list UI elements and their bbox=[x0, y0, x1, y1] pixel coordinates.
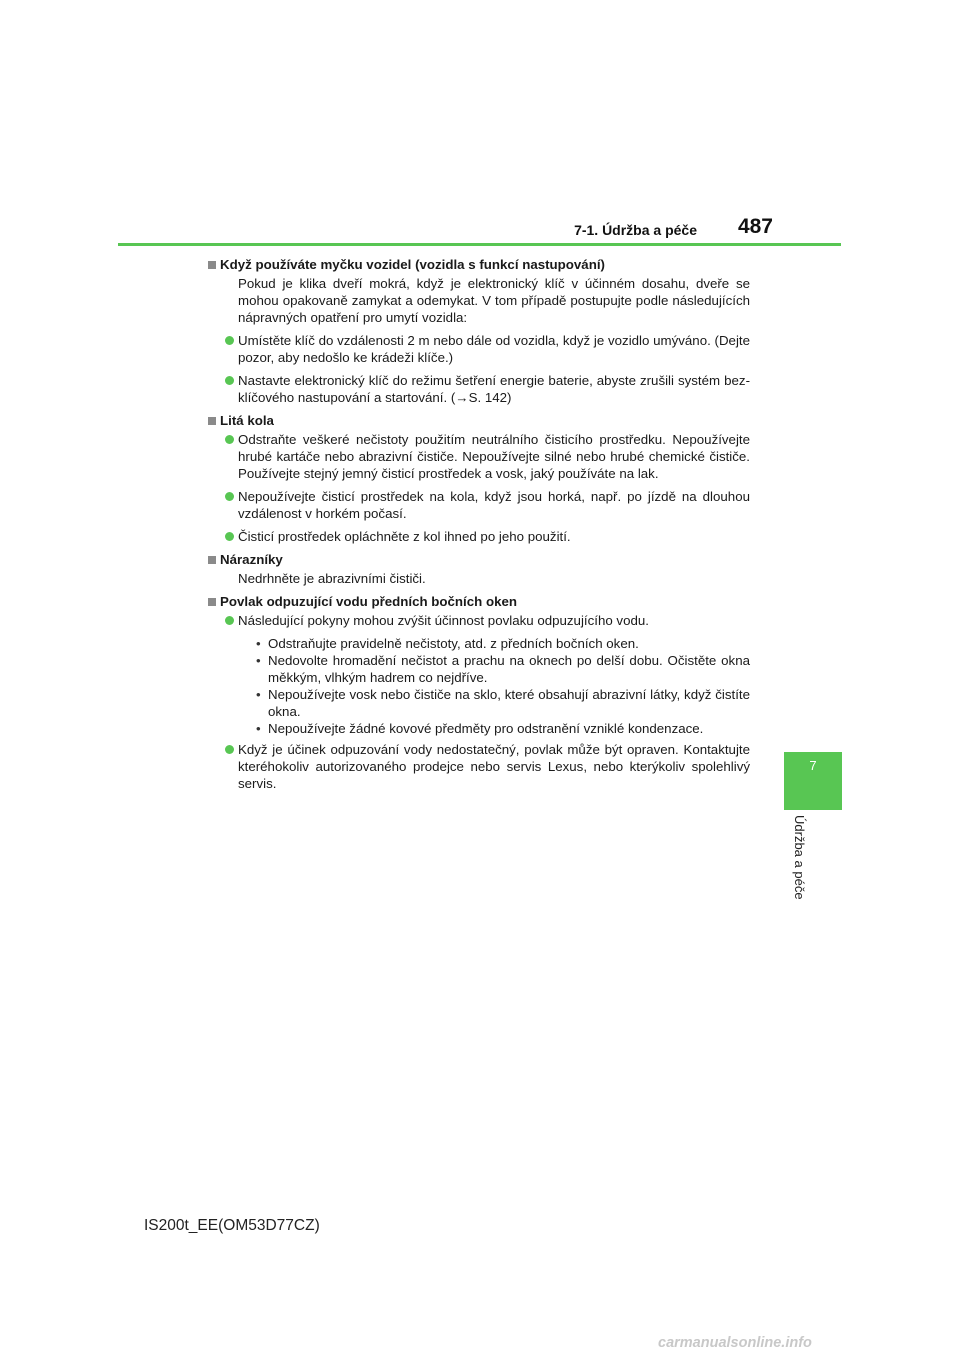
heading-text: Nárazníky bbox=[220, 552, 283, 567]
list-item bbox=[238, 332, 750, 366]
heading-text: Povlak odpuzující vodu předních bočních oken bbox=[220, 594, 517, 609]
sub-list-item: • Nedovolte hromadění nečistot a prachu na oknech po delší dobu. Očistěte okna měkkým, vlhkým hadrem co nejdříve. bbox=[256, 652, 750, 686]
section-heading-water-repellent bbox=[208, 593, 750, 610]
circle-bullet-icon bbox=[225, 435, 234, 444]
list-item-text: Umístěte klíč do vzdálenosti 2 m nebo dále od vozidla, když je vozidlo umýváno. (Dejte pozor, aby nedošlo ke krádeži klíče.) bbox=[238, 333, 750, 365]
sub-list-item: • Nepoužívejte vosk nebo čističe na sklo, které obsahují abrazivní látky, když čistíte okna. bbox=[256, 686, 750, 720]
heading-text: Když používáte myčku vozidel (vozidla s funkcí nastupování) bbox=[220, 257, 605, 272]
circle-bullet-icon bbox=[225, 745, 234, 754]
section-heading-alloy-wheels bbox=[208, 412, 750, 429]
list-item-text: Následující pokyny mohou zvýšit účinnost povlaku odpuzujícího vodu. bbox=[238, 613, 649, 628]
section-title: 7-1. Údržba a péče bbox=[574, 222, 697, 238]
list-item bbox=[238, 431, 750, 482]
circle-bullet-icon bbox=[225, 492, 234, 501]
paragraph: Nedrhněte je abrazivními čističi. bbox=[238, 571, 426, 586]
list-item-text: Nepoužívejte čisticí prostředek na kola, když jsou horká, např. po jízdě na dlouhou vzdálenost v horkém počasí. bbox=[238, 489, 750, 521]
list-item bbox=[238, 488, 750, 522]
chapter-tab[interactable] bbox=[784, 752, 842, 810]
paragraph: Pokud je klika dveří mokrá, když je elektronický klíč v účinném dosahu, dveře se mohou opakovaně zamykat a odemykat. V tom případě postupujte podle následujících nápravných opatření pro umytí vozidla: bbox=[238, 276, 750, 325]
section-heading-carwash bbox=[208, 256, 750, 273]
sub-list-item: • Nepoužívejte žádné kovové předměty pro odstranění vzniklé kondenzace. bbox=[256, 720, 750, 737]
manual-code: IS200t_EE(OM53D77CZ) bbox=[144, 1217, 320, 1234]
section-heading-bumpers bbox=[208, 551, 750, 568]
circle-bullet-icon bbox=[225, 376, 234, 385]
list-item bbox=[238, 741, 750, 792]
square-bullet-icon bbox=[208, 598, 216, 606]
list-item-text: Nastavte elektronický klíč do režimu šetření energie baterie, abyste zrušili systém bezklíčového nastupování a startování. (→S. 142) bbox=[238, 373, 750, 405]
list-item bbox=[238, 528, 750, 545]
list-item-text: Odstraňte veškeré nečistoty použitím neutrálního čisticího prostředku. Nepoužívejte hrubé kartáče nebo abrazivní čističe. Nepoužívejte silné nebo hrubé chemické čističe. Používejte stejný jemný čisticí prostředek a vosk, jaký používáte na lak. bbox=[238, 432, 750, 481]
chapter-label: Údržba a péče bbox=[792, 815, 807, 900]
square-bullet-icon bbox=[208, 417, 216, 425]
list-item bbox=[238, 612, 750, 629]
list-item bbox=[238, 372, 750, 406]
page-content bbox=[208, 256, 750, 798]
chapter-number: 7 bbox=[809, 758, 817, 773]
circle-bullet-icon bbox=[225, 532, 234, 541]
square-bullet-icon bbox=[208, 261, 216, 269]
square-bullet-icon bbox=[208, 556, 216, 564]
list-item-text: Když je účinek odpuzování vody nedostatečný, povlak může být opraven. Kontaktujte kteréhokoliv autorizovaného prodejce nebo servis Lexus, nebo kterýkoliv spolehlivý servis. bbox=[238, 742, 750, 791]
heading-text: Litá kola bbox=[220, 413, 274, 428]
page-number: 487 bbox=[737, 215, 773, 238]
watermark: carmanualsonline.info bbox=[658, 1335, 812, 1351]
sub-list-item: • Odstraňujte pravidelně nečistoty, atd. z předních bočních oken. bbox=[256, 635, 750, 652]
circle-bullet-icon bbox=[225, 336, 234, 345]
sub-list bbox=[256, 635, 750, 737]
circle-bullet-icon bbox=[225, 616, 234, 625]
list-item-text: Čisticí prostředek opláchněte z kol ihned po jeho použití. bbox=[238, 529, 571, 544]
header-divider bbox=[118, 243, 841, 246]
